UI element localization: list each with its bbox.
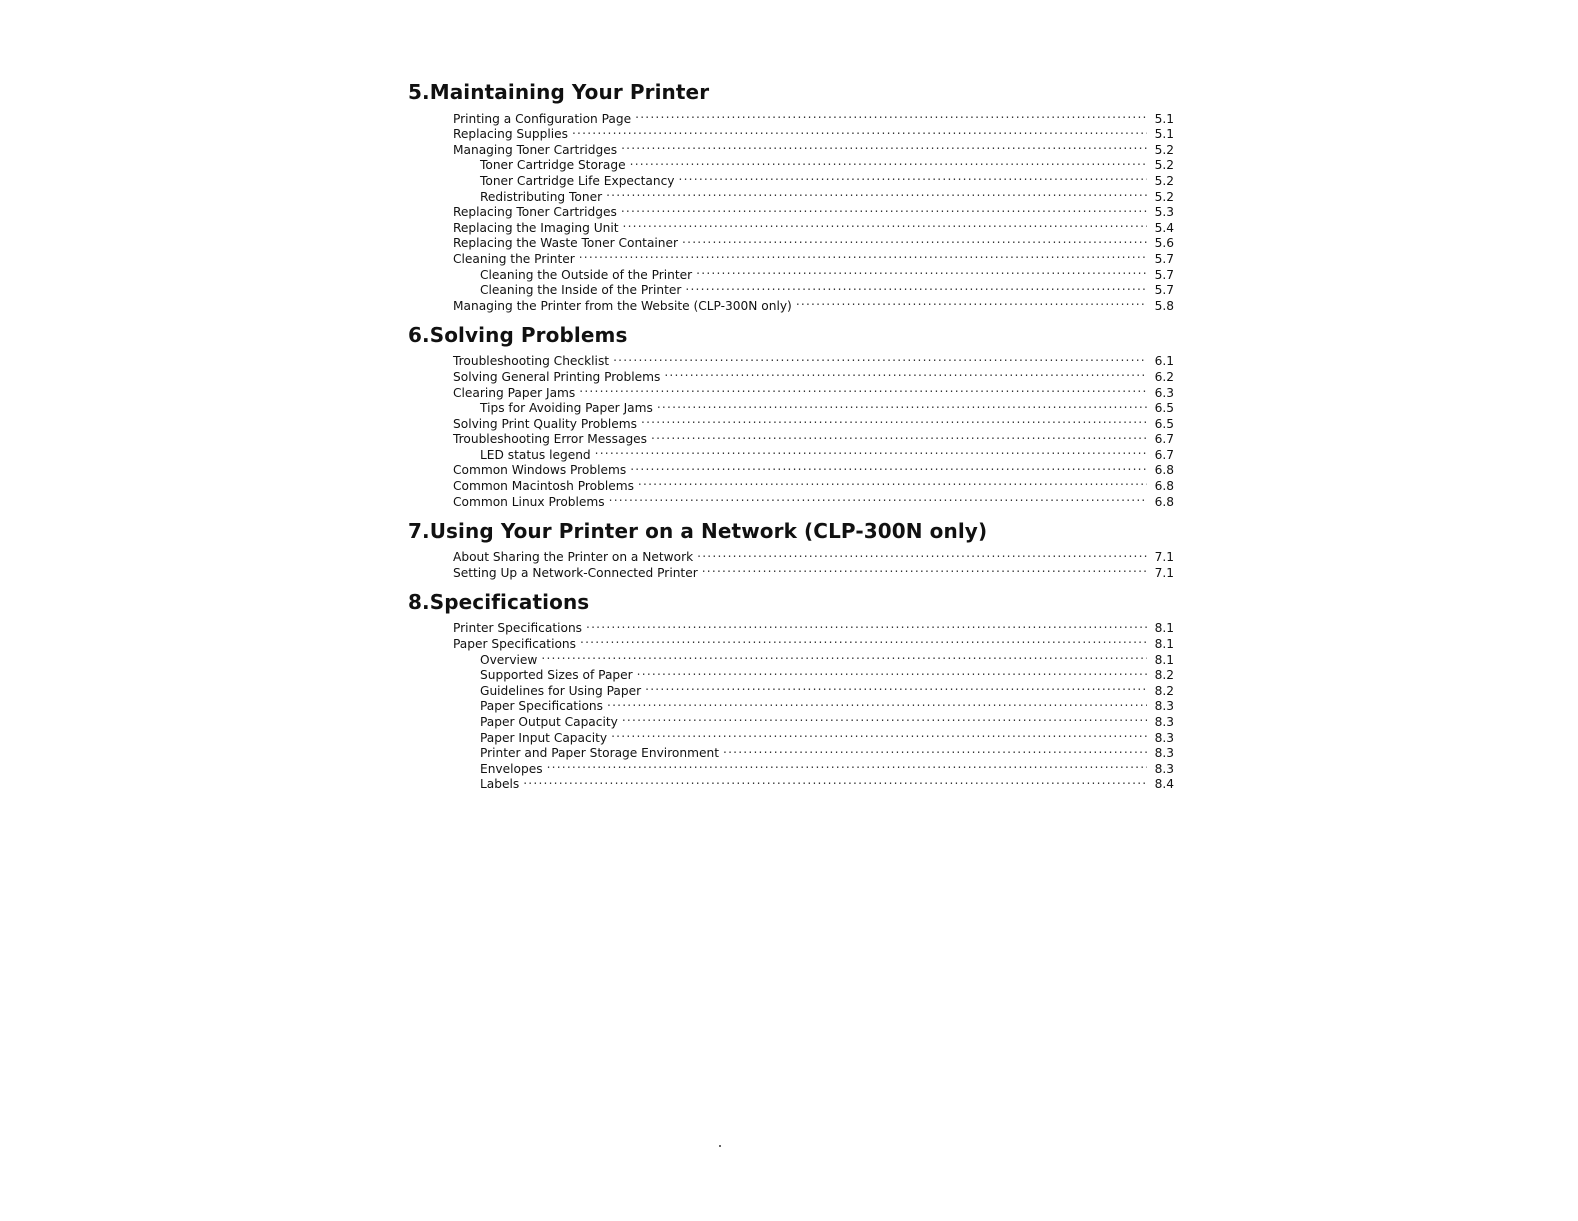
- toc-entry-label: Redistributing Toner: [480, 189, 603, 204]
- dot-leader: [622, 710, 1147, 726]
- toc-entry-label: Labels: [480, 777, 520, 792]
- toc-chapter: [408, 322, 1174, 509]
- toc-page-number: 5.7: [1154, 283, 1174, 298]
- toc-entry-label: Guidelines for Using Paper: [480, 683, 642, 698]
- toc-entry-label: Replacing the Imaging Unit: [453, 220, 619, 235]
- dot-leader: [697, 546, 1147, 562]
- toc-page-number: 5.4: [1154, 220, 1174, 235]
- toc-page-number: 5.6: [1154, 236, 1174, 251]
- toc-entry-label: Cleaning the Printer: [453, 251, 575, 266]
- dot-leader: [621, 201, 1147, 217]
- dot-leader: [572, 123, 1147, 139]
- toc-entry-label: Envelopes: [480, 761, 543, 776]
- toc-entry[interactable]: [408, 617, 1174, 636]
- dot-leader: [595, 443, 1147, 459]
- toc-page-number: 7.1: [1154, 565, 1174, 580]
- toc-entry-label: Printer Specifications: [453, 621, 583, 636]
- toc-page-number: 6.1: [1154, 354, 1174, 369]
- toc-entry-label: About Sharing the Printer on a Network: [453, 550, 694, 565]
- toc-page-number: 5.3: [1154, 205, 1174, 220]
- dot-leader: [637, 664, 1147, 680]
- toc-page-number: 6.8: [1154, 494, 1174, 509]
- dot-leader: [682, 232, 1147, 248]
- toc-entry-label: LED status legend: [480, 447, 591, 462]
- toc-entry-label: Toner Cartridge Storage: [480, 158, 626, 173]
- dot-leader: [645, 679, 1147, 695]
- toc-page-number: 7.1: [1154, 550, 1174, 565]
- toc-entry-label: Troubleshooting Checklist: [453, 354, 610, 369]
- dot-leader: [635, 107, 1147, 123]
- toc-entry-label: Setting Up a Network-Connected Printer: [453, 565, 698, 580]
- toc-entry-label: Paper Specifications: [480, 699, 603, 714]
- toc-entry-label: Solving Print Quality Problems: [453, 416, 638, 431]
- toc-page-number: 6.2: [1154, 369, 1174, 384]
- toc-page-number: 5.8: [1154, 298, 1174, 313]
- dot-leader: [541, 648, 1147, 664]
- dot-leader: [679, 169, 1147, 185]
- dot-leader: [723, 742, 1147, 758]
- toc-entry[interactable]: [408, 546, 1174, 565]
- dot-leader: [607, 695, 1147, 711]
- dot-leader: [696, 263, 1147, 279]
- toc-page-number: 8.2: [1154, 683, 1174, 698]
- dot-leader: [641, 412, 1147, 428]
- toc-page-number: 8.3: [1154, 730, 1174, 745]
- toc-entry-label: Printing a Configuration Page: [453, 111, 632, 126]
- dot-leader: [630, 459, 1147, 475]
- toc-entry-label: Common Macintosh Problems: [453, 479, 634, 494]
- toc-page-number: 5.2: [1154, 189, 1174, 204]
- toc-page-number: 6.8: [1154, 463, 1174, 478]
- dot-leader: [638, 474, 1147, 490]
- toc-entry-label: Paper Specifications: [453, 637, 576, 652]
- dot-leader: [579, 381, 1147, 397]
- toc-page-number: 5.2: [1154, 158, 1174, 173]
- toc-entry-label: Cleaning the Outside of the Printer: [480, 267, 693, 282]
- toc-entry-label: Clearing Paper Jams: [453, 385, 576, 400]
- chapter-title[interactable]: 8.Specifications: [408, 589, 590, 614]
- toc-entry-label: Cleaning the Inside of the Printer: [480, 283, 682, 298]
- toc-page-number: 8.3: [1154, 746, 1174, 761]
- toc-page-number: 8.1: [1154, 652, 1174, 667]
- toc-entry-label: Managing Toner Cartridges: [453, 142, 618, 157]
- toc-entry-label: Common Windows Problems: [453, 463, 627, 478]
- toc-page-number: 6.5: [1154, 401, 1174, 416]
- toc-entry-label: Paper Output Capacity: [480, 715, 618, 729]
- dot-leader: [611, 726, 1147, 742]
- toc-entry[interactable]: [408, 350, 1174, 369]
- toc-page-number: 5.1: [1154, 127, 1174, 142]
- toc-entry[interactable]: [408, 107, 1174, 126]
- toc-page-number: 8.3: [1154, 699, 1174, 714]
- toc-entry-label: Common Linux Problems: [453, 494, 605, 509]
- toc-chapter: [408, 518, 1174, 580]
- chapter-title[interactable]: 7.Using Your Printer on a Network (CLP-300N only): [408, 518, 988, 543]
- chapter-title[interactable]: 5.Maintaining Your Printer: [408, 80, 710, 104]
- toc-page-number: 8.1: [1154, 637, 1174, 652]
- page-mark: [719, 1145, 721, 1147]
- dot-leader: [579, 247, 1147, 263]
- toc-page-number: 8.1: [1154, 621, 1174, 636]
- dot-leader: [547, 757, 1147, 773]
- dot-leader: [580, 632, 1147, 648]
- toc-entry-label: Troubleshooting Error Messages: [453, 432, 648, 447]
- table-of-contents: [408, 80, 1174, 792]
- dot-leader: [606, 185, 1147, 201]
- dot-leader: [613, 350, 1147, 366]
- toc-page-number: 5.7: [1154, 267, 1174, 282]
- toc-page-number: 5.1: [1154, 111, 1174, 126]
- toc-page-number: 5.2: [1154, 142, 1174, 157]
- toc-page-number: 6.3: [1154, 385, 1174, 400]
- toc-page-number: 8.2: [1154, 668, 1174, 683]
- toc-entry-label: Paper Input Capacity: [480, 730, 608, 745]
- dot-leader: [630, 154, 1147, 170]
- toc-chapter: [408, 80, 1174, 313]
- toc-entry-label: Replacing Toner Cartridges: [453, 205, 617, 220]
- toc-entry-label: Managing the Printer from the Website (CLP-300N only): [453, 298, 792, 313]
- dot-leader: [621, 138, 1147, 154]
- dot-leader: [685, 279, 1147, 295]
- dot-leader: [609, 490, 1147, 506]
- dot-leader: [623, 216, 1147, 232]
- chapter-title[interactable]: 6.Solving Problems: [408, 322, 628, 347]
- toc-entry-label: Tips for Avoiding Paper Jams: [480, 401, 653, 416]
- dot-leader: [586, 617, 1147, 633]
- toc-page-number: 8.3: [1154, 715, 1174, 729]
- toc-page-number: 5.2: [1154, 173, 1174, 188]
- toc-page-number: 8.3: [1154, 761, 1174, 776]
- toc-entry-label: Printer and Paper Storage Environment: [480, 746, 719, 761]
- toc-page-number: 5.7: [1154, 251, 1174, 266]
- toc-page-number: 6.8: [1154, 479, 1174, 494]
- toc-page-number: 6.5: [1154, 416, 1174, 431]
- dot-leader: [796, 294, 1147, 310]
- dot-leader: [523, 773, 1147, 789]
- toc-entry-label: Replacing the Waste Toner Container: [453, 236, 679, 251]
- dot-leader: [657, 397, 1147, 413]
- toc-entry-label: Solving General Printing Problems: [453, 369, 661, 384]
- toc-entry-label: Toner Cartridge Life Expectancy: [480, 173, 675, 188]
- toc-entry-label: Supported Sizes of Paper: [480, 668, 633, 683]
- toc-subentry[interactable]: [408, 773, 1174, 792]
- toc-entry-label: Replacing Supplies: [453, 127, 568, 142]
- toc-chapter: [408, 589, 1174, 792]
- dot-leader: [664, 365, 1147, 381]
- toc-entry-label: Overview: [480, 652, 538, 667]
- dot-leader: [651, 428, 1147, 444]
- dot-leader: [702, 561, 1147, 577]
- toc-page-number: 8.4: [1154, 777, 1174, 792]
- toc-page-number: 6.7: [1154, 447, 1174, 462]
- toc-page-number: 6.7: [1154, 432, 1174, 447]
